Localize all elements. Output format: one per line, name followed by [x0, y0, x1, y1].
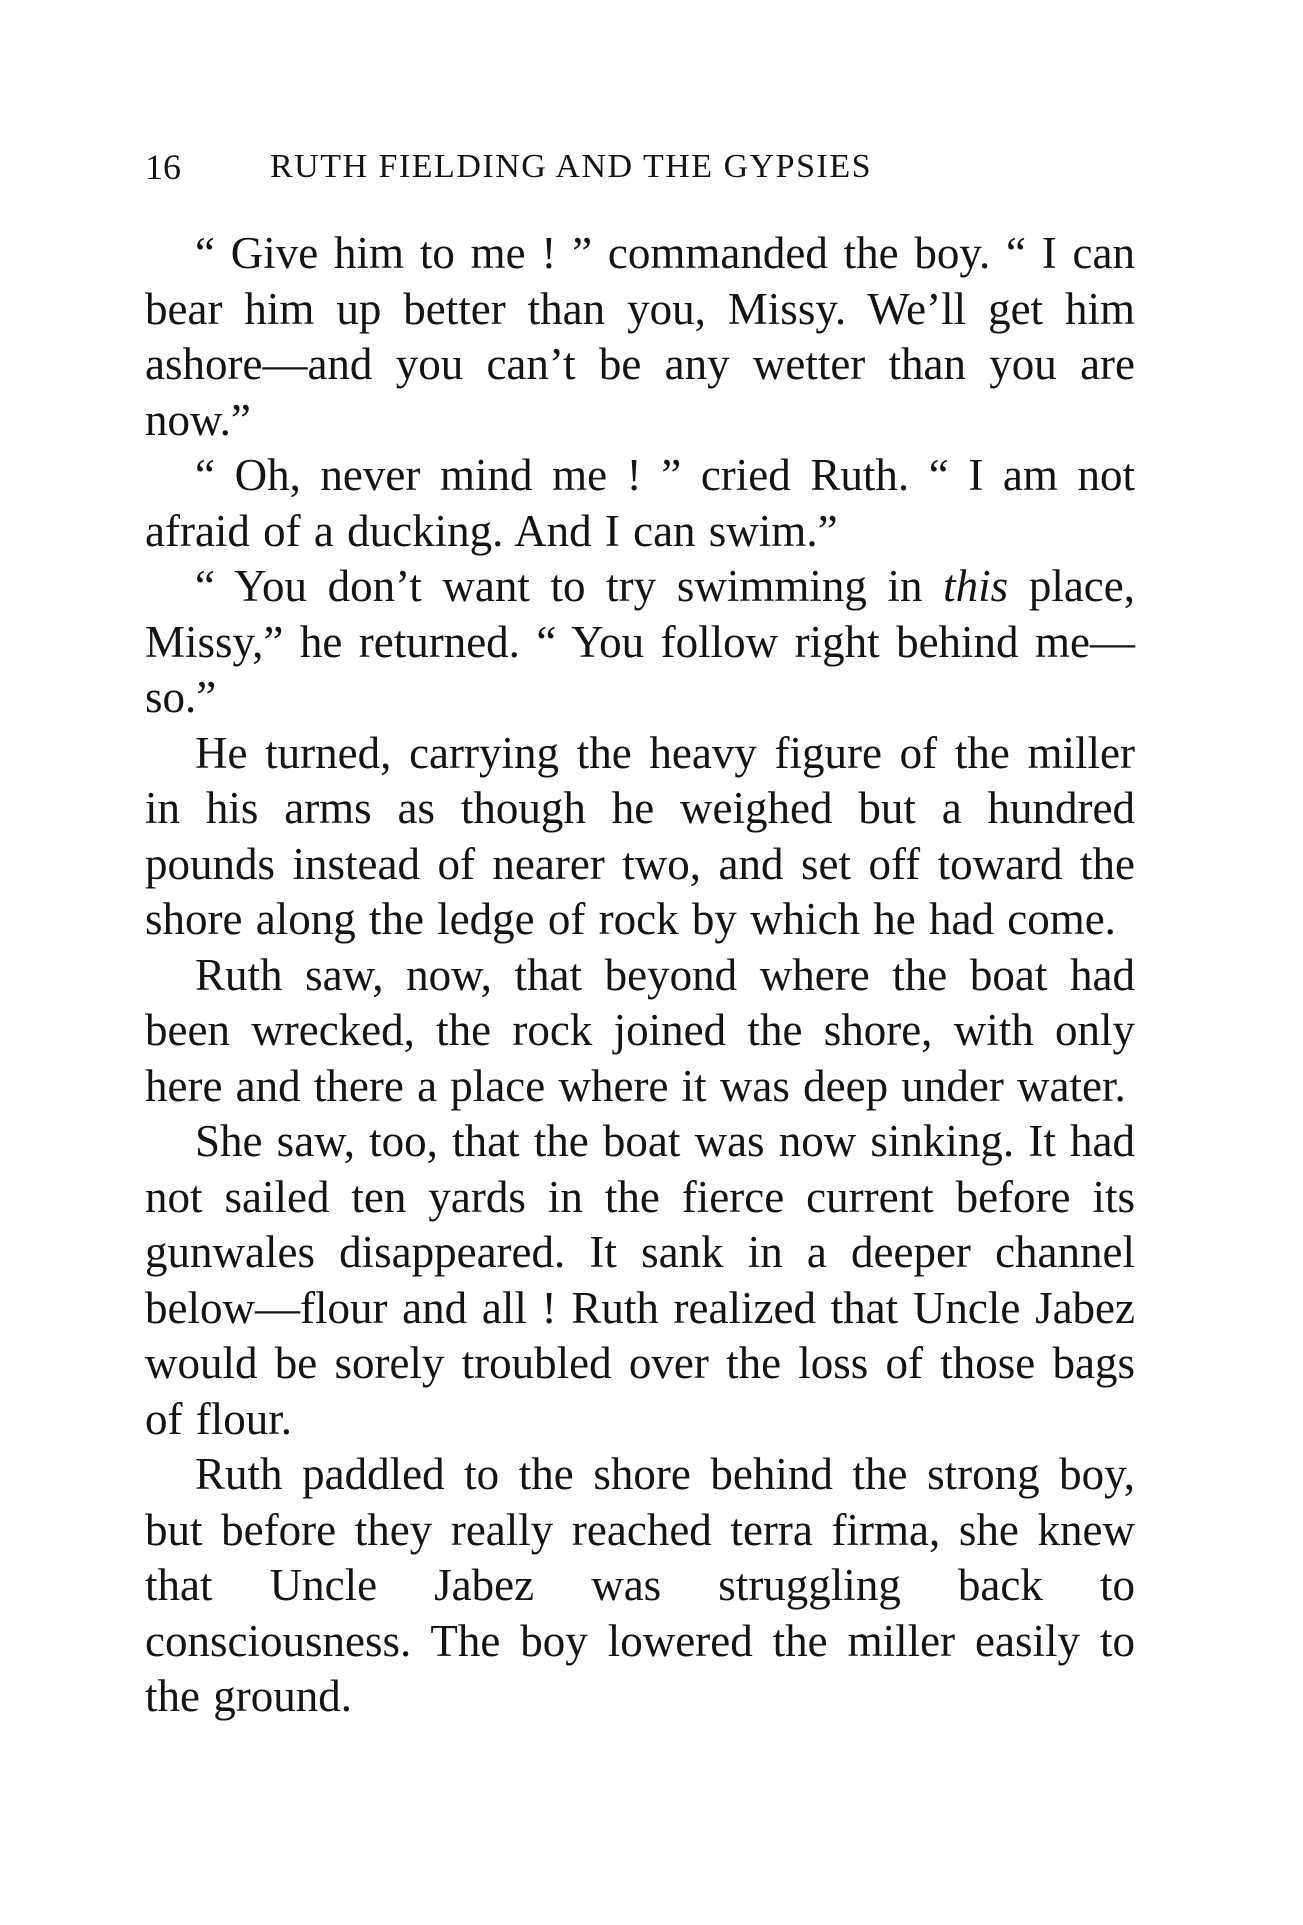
page-number: 16 [145, 147, 181, 187]
paragraph-text: “ You don’t want to try swimming in [195, 561, 944, 611]
paragraph-with-italic [145, 559, 1135, 726]
paragraph: “ Oh, never mind me ! ” cried Ruth. “ I am not afraid of a ducking. And I can swim.” [145, 450, 1135, 556]
paragraph-text: place, Missy,” he returned. “ You follow right behind me—so.” [145, 561, 1135, 722]
running-title: RUTH FIELDING AND THE GYPSIES [270, 148, 872, 185]
body-text [145, 226, 1135, 1725]
paragraph: Ruth saw, now, that beyond where the boat had been wrecked, the rock joined the shore, with only here and there a place where it was deep under water. [145, 949, 1135, 1111]
paragraph: Ruth paddled to the shore behind the strong boy, but before they really reached terra firma, she knew that Uncle Jabez was struggling back to consciousness. The boy lowered the miller easily to the ground. [145, 1449, 1135, 1721]
running-head [145, 145, 1125, 189]
paragraph: “ Give him to me ! ” commanded the boy. “ I can bear him up better than you, Missy. We’ll get him ashore—and you can’t be any wetter than you are now.” [145, 228, 1135, 445]
paragraph: He turned, carrying the heavy figure of the miller in his arms as though he weighed but a hundred pounds instead of nearer two, and set off toward the shore along the ledge of rock by which he had come. [145, 727, 1135, 944]
italic-emphasis: this [943, 561, 1009, 611]
paragraph: She saw, too, that the boat was now sinking. It had not sailed ten yards in the fierce current before its gunwales disappeared. It sank in a deeper channel below—flour and all ! Ruth realized that Uncle Jabez would be sorely troubled over the loss of those bags of flour. [145, 1116, 1135, 1444]
